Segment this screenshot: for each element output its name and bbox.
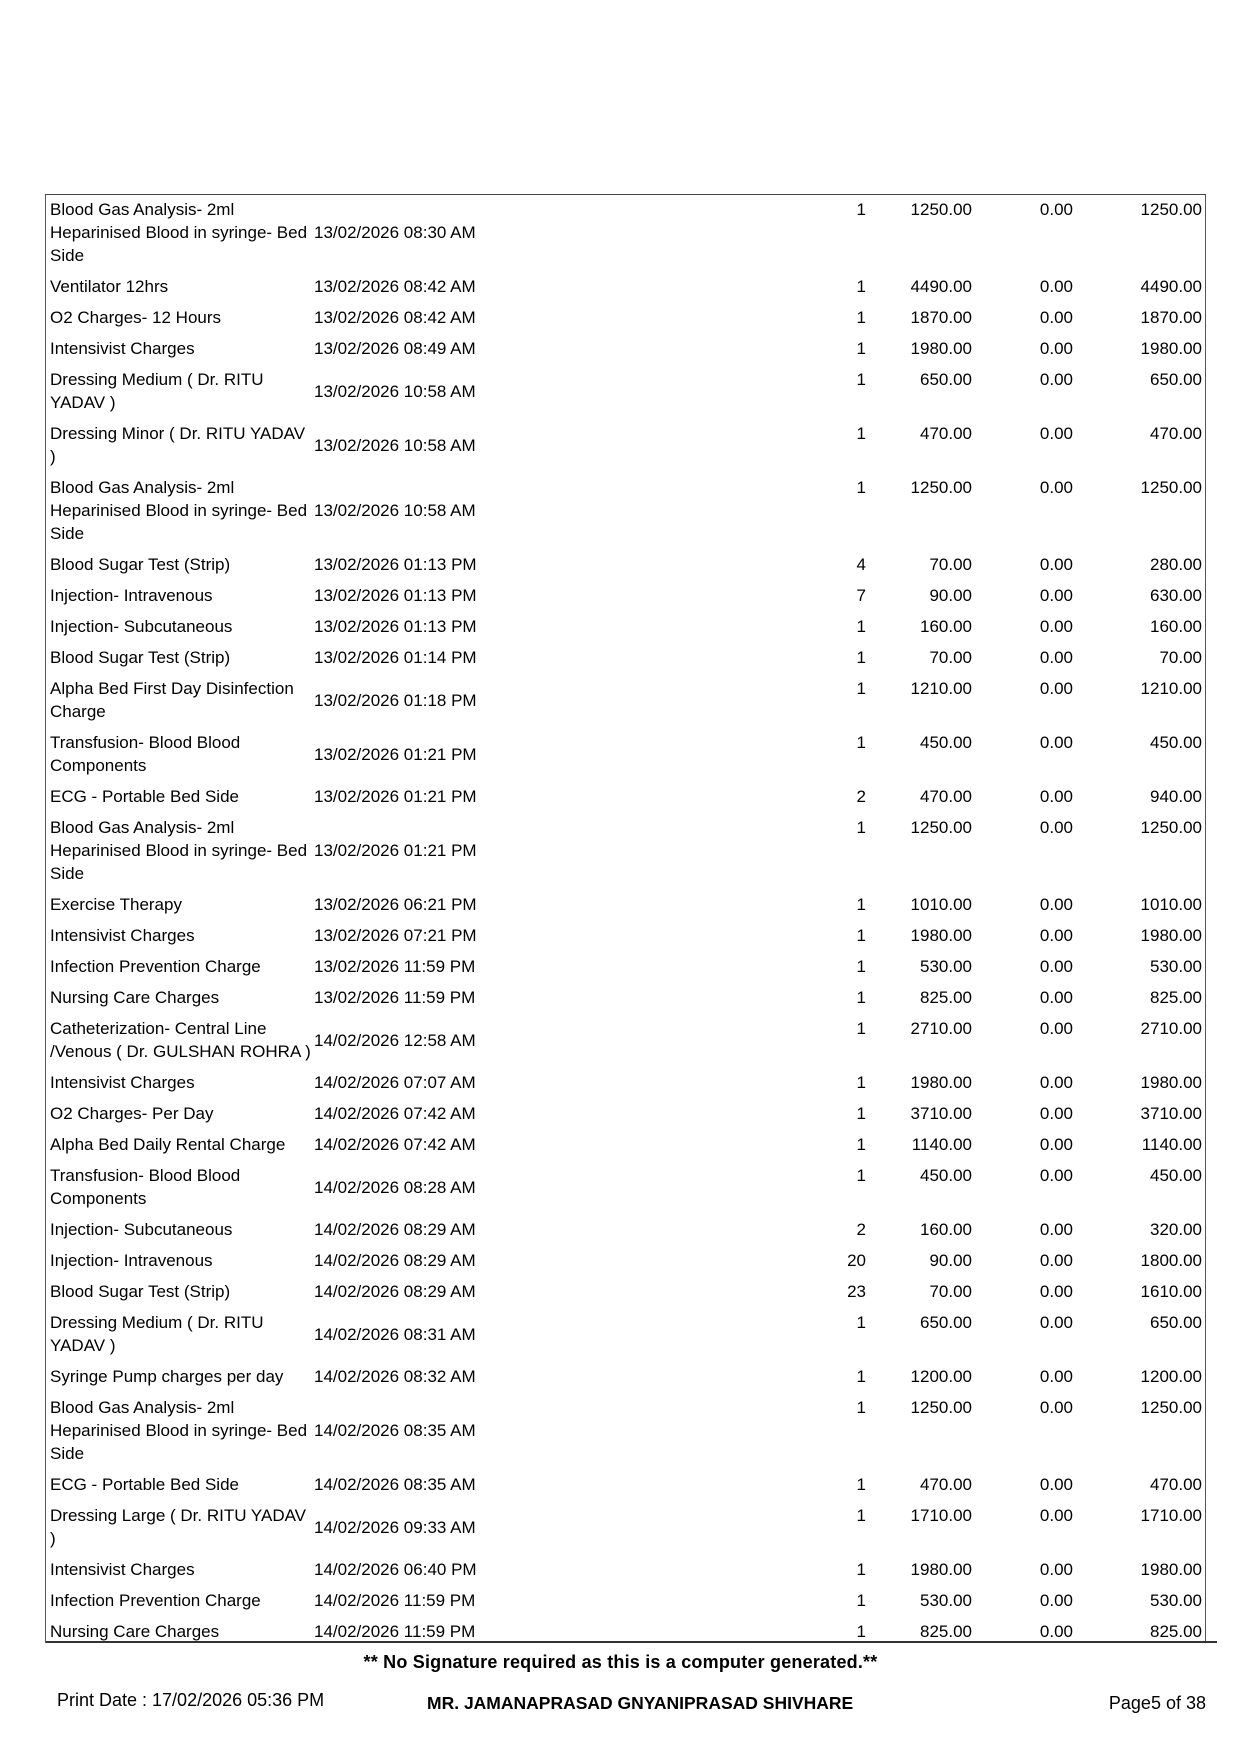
item-discount: 0.00: [1039, 1073, 1073, 1092]
item-description: Intensivist Charges: [50, 926, 195, 945]
item-rate: 1010.00: [910, 895, 972, 914]
item-description: Blood Gas Analysis- 2ml Heparinised Blood in syringe- Bed Side: [50, 818, 308, 883]
item-date: 13/02/2026 08:42 AM: [314, 277, 476, 296]
item-discount: 0.00: [1039, 370, 1073, 389]
item-quantity: 1: [856, 1398, 866, 1417]
table-row: [46, 1249, 1205, 1280]
bill-items-table: [45, 194, 1206, 1643]
table-row: [46, 476, 1205, 553]
table-row: [46, 677, 1205, 731]
bill-items-rows: [46, 198, 1205, 1651]
item-amount: 650.00: [1150, 1313, 1202, 1332]
item-date: 14/02/2026 08:31 AM: [314, 1324, 476, 1344]
item-date: 14/02/2026 11:59 PM: [314, 1622, 476, 1641]
item-description: Alpha Bed First Day Disinfection Charge: [50, 679, 294, 721]
item-description: Blood Gas Analysis- 2ml Heparinised Blood in syringe- Bed Side: [50, 200, 308, 265]
item-description: Dressing Medium ( Dr. RITU YADAV ): [50, 1313, 264, 1355]
table-row: [46, 955, 1205, 986]
item-quantity: 2: [856, 787, 866, 806]
item-discount: 0.00: [1039, 1560, 1073, 1579]
item-quantity: 1: [856, 277, 866, 296]
item-discount: 0.00: [1039, 648, 1073, 667]
item-amount: 650.00: [1150, 370, 1202, 389]
item-rate: 4490.00: [910, 277, 972, 296]
item-rate: 650.00: [920, 370, 972, 389]
table-row: [46, 615, 1205, 646]
item-quantity: 1: [856, 1166, 866, 1185]
table-row: [46, 1102, 1205, 1133]
item-description: ECG - Portable Bed Side: [50, 787, 239, 806]
item-discount: 0.00: [1039, 1251, 1073, 1270]
item-date: 13/02/2026 08:49 AM: [314, 339, 476, 358]
item-rate: 1210.00: [910, 679, 972, 698]
item-quantity: 20: [847, 1251, 866, 1270]
item-amount: 160.00: [1150, 617, 1202, 636]
item-description: Exercise Therapy: [50, 895, 182, 914]
item-date: 13/02/2026 01:13 PM: [314, 555, 477, 574]
item-rate: 650.00: [920, 1313, 972, 1332]
item-amount: 2710.00: [1140, 1019, 1202, 1038]
item-quantity: 1: [856, 648, 866, 667]
item-rate: 470.00: [920, 787, 972, 806]
item-rate: 450.00: [920, 733, 972, 752]
item-date: 14/02/2026 08:35 AM: [314, 1421, 476, 1440]
item-rate: 1140.00: [911, 1135, 972, 1154]
item-description: Transfusion- Blood Blood Components: [50, 1166, 241, 1208]
item-rate: 470.00: [920, 424, 972, 443]
item-discount: 0.00: [1039, 1506, 1073, 1525]
item-quantity: 1: [856, 200, 866, 219]
item-rate: 825.00: [920, 1622, 972, 1641]
item-quantity: 1: [856, 818, 866, 837]
table-row: [46, 1280, 1205, 1311]
table-row: [46, 1164, 1205, 1218]
item-description: Transfusion- Blood Blood Components: [50, 733, 241, 775]
item-rate: 1980.00: [910, 926, 972, 945]
item-amount: 1800.00: [1140, 1251, 1202, 1270]
item-date: 13/02/2026 01:14 PM: [314, 648, 477, 667]
item-date: 14/02/2026 11:59 PM: [314, 1591, 476, 1610]
item-date: 13/02/2026 10:58 AM: [314, 435, 476, 455]
item-date: 14/02/2026 08:29 AM: [314, 1251, 476, 1270]
item-discount: 0.00: [1039, 957, 1073, 976]
item-rate: 2710.00: [910, 1019, 972, 1038]
item-quantity: 1: [856, 1622, 866, 1641]
item-date: 13/02/2026 01:21 PM: [314, 744, 477, 764]
item-discount: 0.00: [1039, 1166, 1073, 1185]
item-quantity: 1: [856, 1104, 866, 1123]
item-discount: 0.00: [1039, 586, 1073, 605]
item-quantity: 1: [856, 957, 866, 976]
item-quantity: 1: [856, 1506, 866, 1525]
item-description: O2 Charges- 12 Hours: [50, 308, 222, 327]
table-row: [46, 986, 1205, 1017]
item-description: Dressing Large ( Dr. RITU YADAV ): [50, 1506, 307, 1548]
item-description: Infection Prevention Charge: [50, 1591, 261, 1610]
item-amount: 1710.00: [1140, 1506, 1202, 1525]
item-quantity: 1: [856, 308, 866, 327]
item-date: 13/02/2026 01:21 PM: [314, 787, 477, 806]
item-rate: 1870.00: [910, 308, 972, 327]
item-amount: 1250.00: [1140, 478, 1202, 497]
item-quantity: 1: [856, 1135, 866, 1154]
item-quantity: 4: [856, 555, 866, 574]
item-rate: 160.00: [920, 617, 972, 636]
item-amount: 1010.00: [1140, 895, 1202, 914]
item-quantity: 1: [856, 370, 866, 389]
item-amount: 470.00: [1150, 424, 1202, 443]
item-rate: 1250.00: [910, 478, 972, 497]
item-discount: 0.00: [1039, 1019, 1073, 1038]
item-quantity: 1: [856, 617, 866, 636]
item-quantity: 1: [856, 895, 866, 914]
item-discount: 0.00: [1039, 1398, 1073, 1417]
item-date: 14/02/2026 08:32 AM: [314, 1367, 476, 1386]
item-discount: 0.00: [1039, 818, 1073, 837]
item-quantity: 1: [856, 926, 866, 945]
item-quantity: 1: [856, 679, 866, 698]
item-description: Injection- Intravenous: [50, 586, 213, 605]
item-amount: 1610.00: [1140, 1282, 1202, 1301]
item-rate: 1980.00: [910, 339, 972, 358]
item-description: Infection Prevention Charge: [50, 957, 261, 976]
item-description: Intensivist Charges: [50, 339, 195, 358]
item-amount: 1250.00: [1140, 818, 1202, 837]
item-amount: 530.00: [1150, 1591, 1202, 1610]
table-row: [46, 1620, 1205, 1651]
item-date: 14/02/2026 06:40 PM: [314, 1560, 477, 1579]
item-date: 14/02/2026 12:58 AM: [314, 1030, 476, 1050]
table-row: [46, 422, 1205, 476]
table-row: [46, 1133, 1205, 1164]
item-date: 14/02/2026 07:07 AM: [314, 1073, 476, 1092]
item-quantity: 1: [856, 988, 866, 1007]
table-row: [46, 275, 1205, 306]
item-discount: 0.00: [1039, 1104, 1073, 1123]
item-rate: 70.00: [929, 1282, 972, 1301]
table-row: [46, 785, 1205, 816]
item-date: 13/02/2026 08:42 AM: [314, 308, 476, 327]
table-row: [46, 1218, 1205, 1249]
item-amount: 1140.00: [1141, 1135, 1202, 1154]
item-quantity: 1: [856, 478, 866, 497]
item-rate: 1980.00: [910, 1073, 972, 1092]
item-amount: 1980.00: [1140, 339, 1202, 358]
item-description: Blood Gas Analysis- 2ml Heparinised Blood in syringe- Bed Side: [50, 478, 308, 543]
item-quantity: 1: [856, 1475, 866, 1494]
item-rate: 90.00: [929, 586, 972, 605]
item-description: Injection- Subcutaneous: [50, 617, 233, 636]
table-row: [46, 1589, 1205, 1620]
item-amount: 4490.00: [1140, 277, 1202, 296]
table-row: [46, 1396, 1205, 1473]
item-amount: 1200.00: [1140, 1367, 1202, 1386]
item-discount: 0.00: [1039, 1475, 1073, 1494]
item-discount: 0.00: [1039, 200, 1073, 219]
item-amount: 1980.00: [1140, 1560, 1202, 1579]
item-description: Intensivist Charges: [50, 1073, 195, 1092]
table-row: [46, 1311, 1205, 1365]
item-discount: 0.00: [1039, 1282, 1073, 1301]
item-description: Injection- Intravenous: [50, 1251, 213, 1270]
item-description: Nursing Care Charges: [50, 1622, 220, 1641]
item-discount: 0.00: [1039, 277, 1073, 296]
item-rate: 70.00: [929, 648, 972, 667]
item-date: 14/02/2026 08:29 AM: [314, 1220, 476, 1239]
item-amount: 1250.00: [1140, 1398, 1202, 1417]
item-date: 14/02/2026 09:33 AM: [314, 1517, 476, 1537]
item-discount: 0.00: [1039, 926, 1073, 945]
item-date: 13/02/2026 01:21 PM: [314, 841, 477, 860]
item-quantity: 1: [856, 1073, 866, 1092]
table-row: [46, 893, 1205, 924]
item-amount: 1210.00: [1140, 679, 1202, 698]
item-date: 13/02/2026 01:13 PM: [314, 617, 477, 636]
print-date: Print Date : 17/02/2026 05:36 PM: [57, 1690, 325, 1710]
item-rate: 1250.00: [910, 200, 972, 219]
item-date: 14/02/2026 08:29 AM: [314, 1282, 476, 1301]
table-row: [46, 1504, 1205, 1558]
item-discount: 0.00: [1039, 1367, 1073, 1386]
item-amount: 3710.00: [1140, 1104, 1202, 1123]
item-discount: 0.00: [1039, 679, 1073, 698]
item-description: Dressing Medium ( Dr. RITU YADAV ): [50, 370, 264, 412]
table-row: [46, 368, 1205, 422]
item-discount: 0.00: [1039, 424, 1073, 443]
table-row: [46, 306, 1205, 337]
item-amount: 1980.00: [1140, 1073, 1202, 1092]
item-quantity: 2: [856, 1220, 866, 1239]
item-discount: 0.00: [1039, 787, 1073, 806]
item-description: Blood Sugar Test (Strip): [50, 1282, 231, 1301]
table-row: [46, 1365, 1205, 1396]
item-description: Blood Sugar Test (Strip): [50, 555, 231, 574]
item-date: 13/02/2026 11:59 PM: [314, 957, 476, 976]
item-date: 13/02/2026 07:21 PM: [314, 926, 477, 945]
item-rate: 825.00: [920, 988, 972, 1007]
item-description: Injection- Subcutaneous: [50, 1220, 233, 1239]
item-quantity: 1: [856, 339, 866, 358]
item-date: 14/02/2026 08:28 AM: [314, 1177, 476, 1197]
item-rate: 530.00: [920, 1591, 972, 1610]
item-discount: 0.00: [1039, 308, 1073, 327]
table-row: [46, 337, 1205, 368]
item-quantity: 1: [856, 424, 866, 443]
item-discount: 0.00: [1039, 988, 1073, 1007]
table-row: [46, 1473, 1205, 1504]
item-rate: 160.00: [920, 1220, 972, 1239]
item-amount: 630.00: [1150, 586, 1202, 605]
item-amount: 450.00: [1150, 733, 1202, 752]
item-quantity: 1: [856, 733, 866, 752]
item-amount: 470.00: [1150, 1475, 1202, 1494]
table-row: [46, 1071, 1205, 1102]
item-amount: 530.00: [1150, 957, 1202, 976]
item-description: Catheterization- Central Line /Venous ( Dr. GULSHAN ROHRA ): [50, 1019, 311, 1061]
item-description: ECG - Portable Bed Side: [50, 1475, 239, 1494]
item-amount: 940.00: [1150, 787, 1202, 806]
table-row: [46, 646, 1205, 677]
item-discount: 0.00: [1039, 1591, 1073, 1610]
item-rate: 470.00: [920, 1475, 972, 1494]
item-rate: 3710.00: [910, 1104, 972, 1123]
table-row: [46, 924, 1205, 955]
item-quantity: 23: [847, 1282, 866, 1301]
computer-generated-note: ** No Signature required as this is a computer generated.**: [363, 1652, 878, 1672]
item-rate: 1710.00: [910, 1506, 972, 1525]
item-rate: 530.00: [920, 957, 972, 976]
item-description: Dressing Minor ( Dr. RITU YADAV ): [50, 424, 306, 466]
item-description: Blood Sugar Test (Strip): [50, 648, 231, 667]
item-date: 13/02/2026 01:18 PM: [314, 690, 477, 710]
item-amount: 320.00: [1150, 1220, 1202, 1239]
item-date: 13/02/2026 10:58 AM: [314, 501, 476, 520]
item-discount: 0.00: [1039, 1622, 1073, 1641]
item-quantity: 1: [856, 1313, 866, 1332]
item-date: 14/02/2026 07:42 AM: [314, 1135, 476, 1154]
item-quantity: 1: [856, 1019, 866, 1038]
item-discount: 0.00: [1039, 339, 1073, 358]
item-rate: 1250.00: [910, 818, 972, 837]
item-rate: 70.00: [929, 555, 972, 574]
item-amount: 1870.00: [1140, 308, 1202, 327]
item-description: Syringe Pump charges per day: [50, 1367, 284, 1386]
item-discount: 0.00: [1039, 478, 1073, 497]
item-discount: 0.00: [1039, 617, 1073, 636]
item-description: Ventilator 12hrs: [50, 277, 169, 296]
item-date: 13/02/2026 11:59 PM: [314, 988, 476, 1007]
item-rate: 90.00: [929, 1251, 972, 1270]
table-row: [46, 731, 1205, 785]
item-amount: 1250.00: [1140, 200, 1202, 219]
table-row: [46, 584, 1205, 615]
item-date: 13/02/2026 08:30 AM: [314, 223, 476, 242]
page-number: Page5 of 38: [1108, 1693, 1206, 1713]
table-row: [46, 553, 1205, 584]
patient-name: MR. JAMANAPRASAD GNYANIPRASAD SHIVHARE: [427, 1693, 854, 1713]
item-quantity: 1: [856, 1367, 866, 1386]
item-amount: 280.00: [1150, 555, 1202, 574]
item-quantity: 1: [856, 1591, 866, 1610]
table-row: [46, 1558, 1205, 1589]
item-rate: 1200.00: [910, 1367, 972, 1386]
item-date: 13/02/2026 06:21 PM: [314, 895, 477, 914]
item-description: Nursing Care Charges: [50, 988, 220, 1007]
item-rate: 1980.00: [910, 1560, 972, 1579]
item-description: Alpha Bed Daily Rental Charge: [50, 1135, 286, 1154]
item-date: 13/02/2026 10:58 AM: [314, 381, 476, 401]
item-amount: 1980.00: [1140, 926, 1202, 945]
item-amount: 825.00: [1150, 988, 1202, 1007]
item-discount: 0.00: [1039, 733, 1073, 752]
item-discount: 0.00: [1039, 1220, 1073, 1239]
item-rate: 1250.00: [910, 1398, 972, 1417]
item-quantity: 7: [856, 586, 866, 605]
item-description: Intensivist Charges: [50, 1560, 195, 1579]
item-amount: 825.00: [1150, 1622, 1202, 1641]
item-description: Blood Gas Analysis- 2ml Heparinised Blood in syringe- Bed Side: [50, 1398, 308, 1463]
item-date: 14/02/2026 07:42 AM: [314, 1104, 476, 1123]
item-discount: 0.00: [1039, 555, 1073, 574]
table-row: [46, 816, 1205, 893]
item-discount: 0.00: [1039, 895, 1073, 914]
item-date: 13/02/2026 01:13 PM: [314, 586, 477, 605]
item-amount: 450.00: [1150, 1166, 1202, 1185]
item-amount: 70.00: [1159, 648, 1202, 667]
item-description: O2 Charges- Per Day: [50, 1104, 214, 1123]
table-row: [46, 198, 1205, 275]
item-quantity: 1: [856, 1560, 866, 1579]
table-row: [46, 1017, 1205, 1071]
item-discount: 0.00: [1039, 1313, 1073, 1332]
item-rate: 450.00: [920, 1166, 972, 1185]
item-discount: 0.00: [1039, 1135, 1073, 1154]
item-date: 14/02/2026 08:35 AM: [314, 1475, 476, 1494]
